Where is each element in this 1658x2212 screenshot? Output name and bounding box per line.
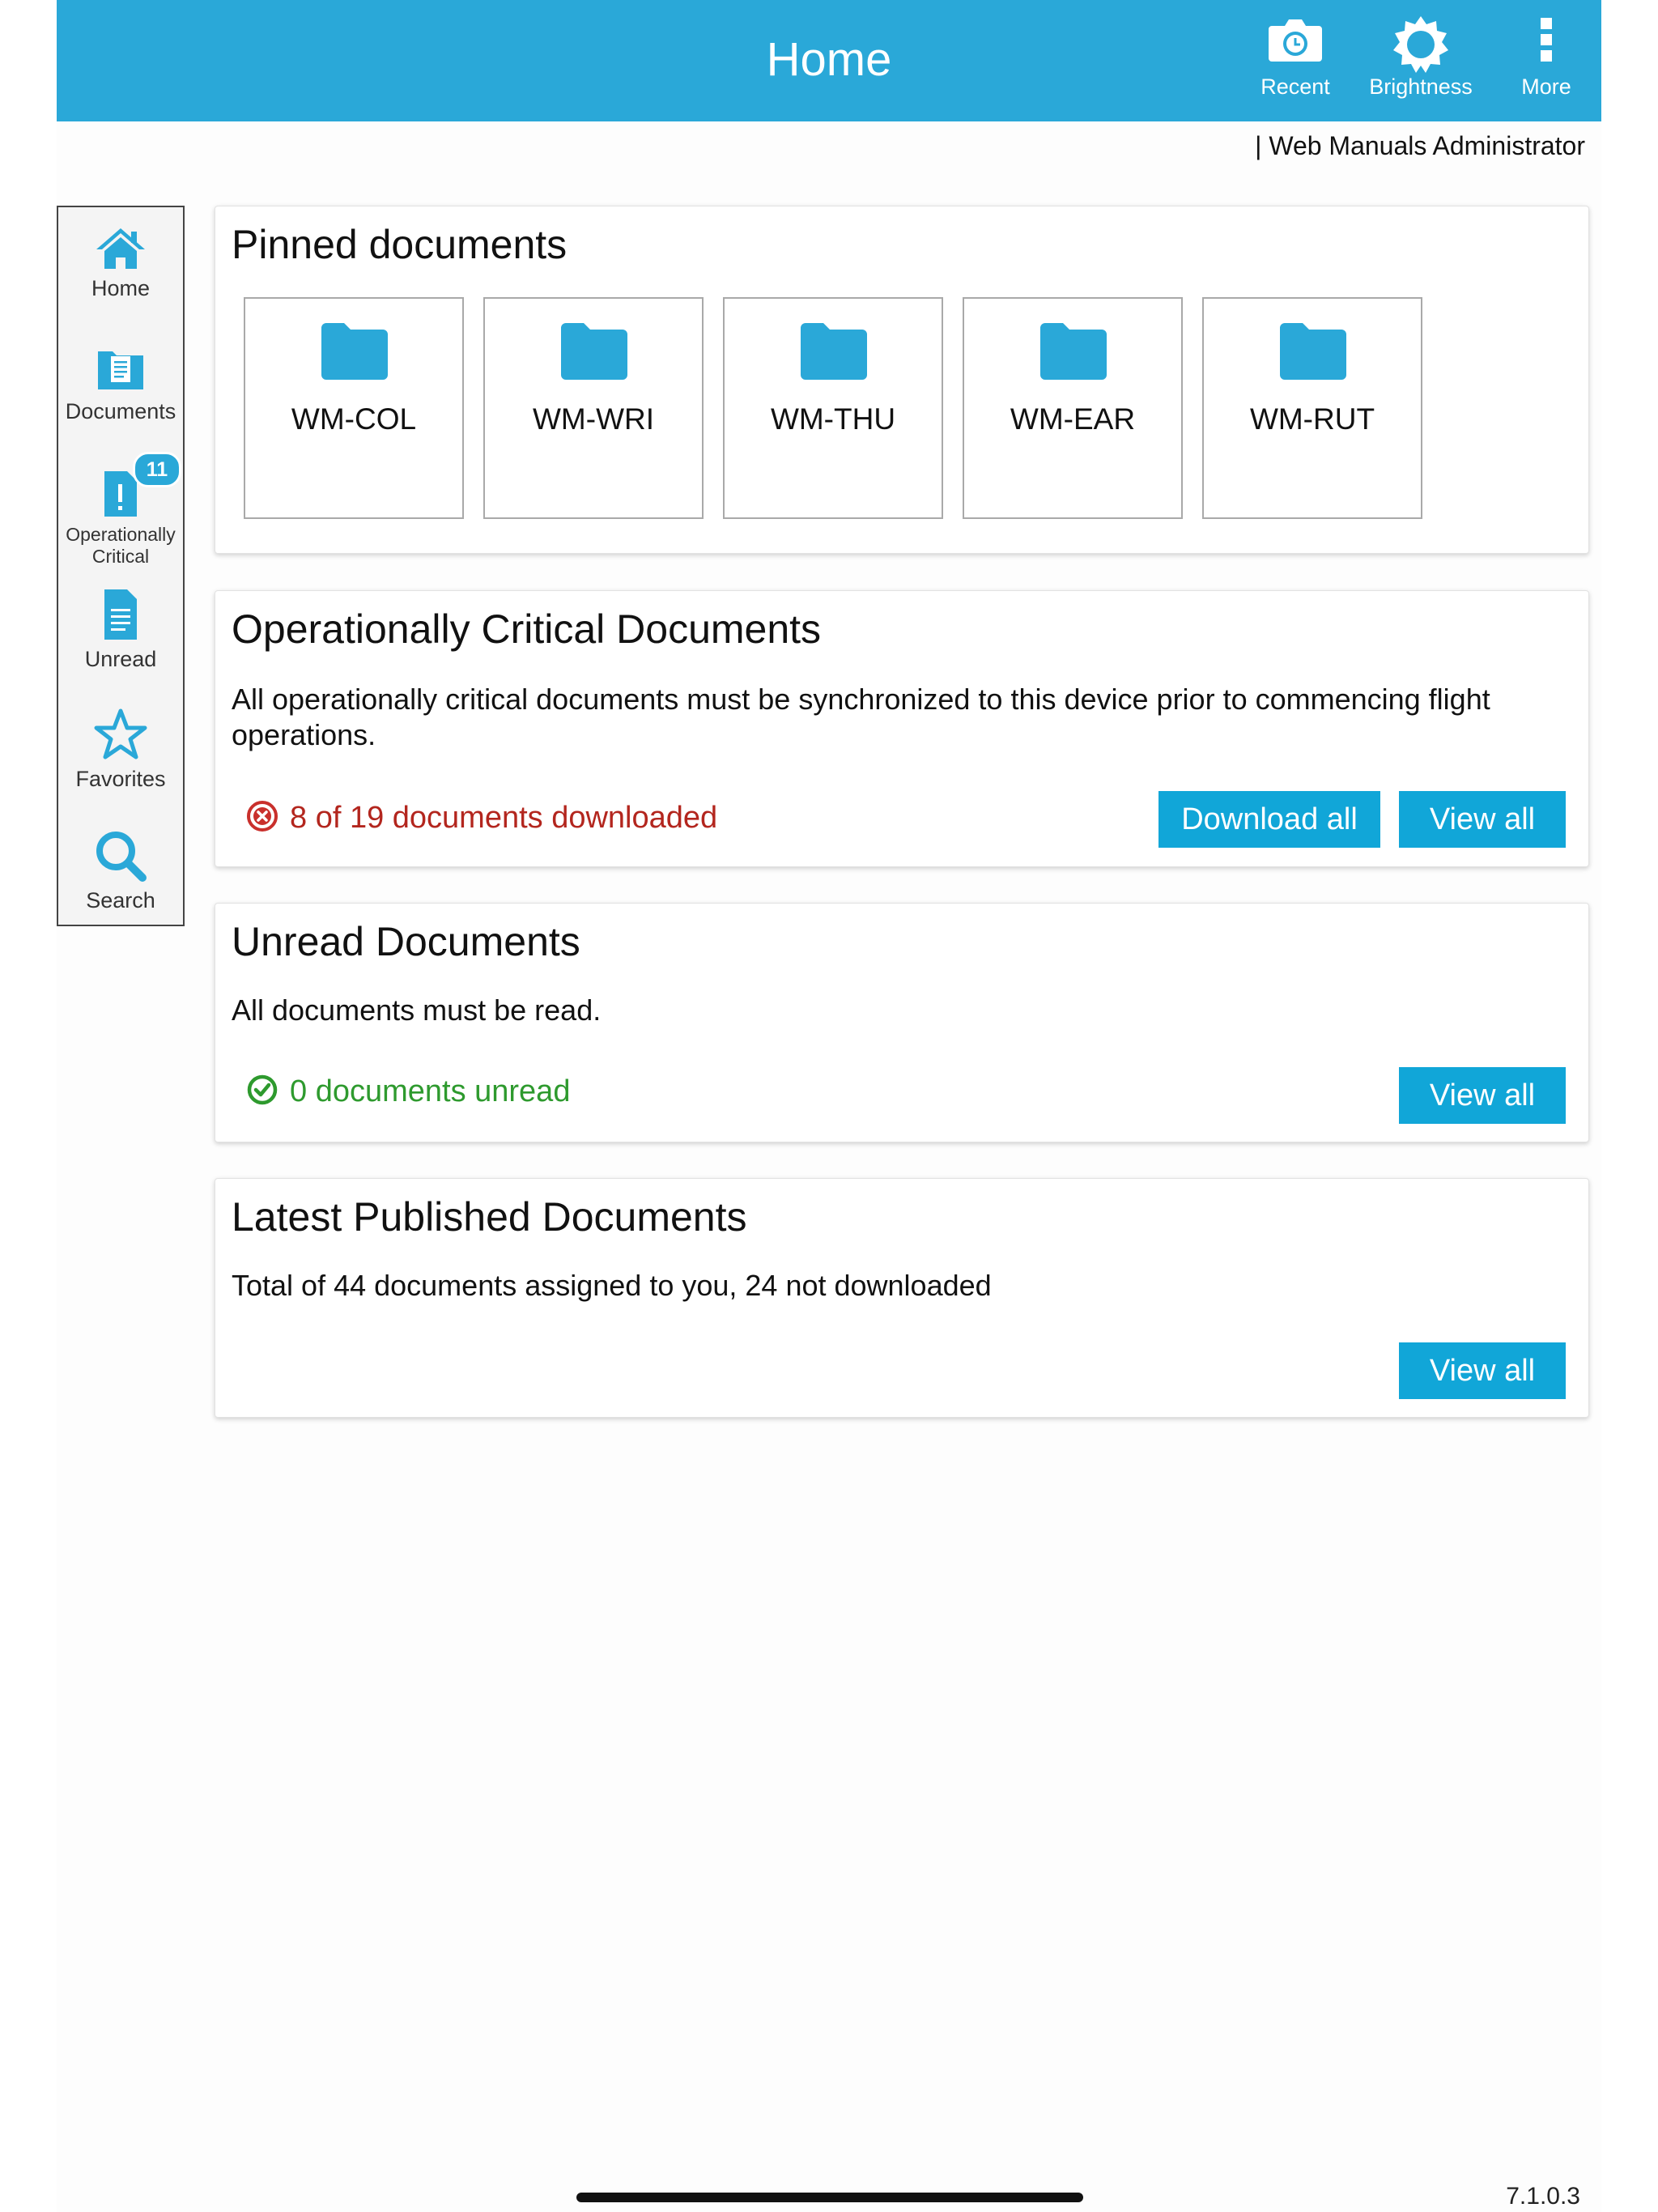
pinned-folder-tile[interactable] bbox=[963, 297, 1183, 519]
documents-icon bbox=[58, 345, 183, 399]
download-all-button[interactable]: Download all bbox=[1158, 791, 1380, 848]
folder-icon bbox=[1039, 321, 1108, 385]
pinned-folder-tile[interactable] bbox=[244, 297, 464, 519]
folder-icon bbox=[1278, 321, 1348, 385]
folder-icon bbox=[559, 321, 629, 385]
brightness-button[interactable] bbox=[1360, 15, 1482, 110]
folder-label: WM-RUT bbox=[1249, 402, 1375, 436]
unread-documents-title: Unread Documents bbox=[232, 919, 580, 964]
top-bar bbox=[57, 0, 1601, 121]
download-status-text: 8 of 19 documents downloaded bbox=[290, 801, 718, 835]
view-all-unread-button[interactable]: View all bbox=[1399, 1067, 1566, 1124]
critical-count-badge: 11 bbox=[133, 452, 181, 487]
search-icon bbox=[58, 829, 183, 888]
folder-icon bbox=[320, 321, 389, 385]
latest-published-title: Latest Published Documents bbox=[232, 1194, 747, 1240]
folder-label: WM-THU bbox=[770, 402, 896, 436]
brightness-icon bbox=[1360, 15, 1482, 71]
pinned-documents-card bbox=[215, 206, 1589, 554]
folder-label: WM-EAR bbox=[1010, 402, 1136, 436]
sidebar-item-label: Favorites bbox=[75, 767, 166, 791]
pinned-folder-tile[interactable] bbox=[1202, 297, 1422, 519]
recent-label: Recent bbox=[1261, 74, 1330, 99]
unread-status bbox=[246, 1074, 570, 1114]
sidebar-item-label: Search bbox=[86, 888, 155, 912]
sidebar-item-favorites[interactable] bbox=[58, 708, 183, 792]
operationally-critical-title: Operationally Critical Documents bbox=[232, 606, 822, 652]
brightness-label: Brightness bbox=[1369, 74, 1473, 99]
pinned-folder-tile[interactable] bbox=[723, 297, 943, 519]
unread-status-text: 0 documents unread bbox=[290, 1074, 571, 1108]
sidebar-item-label: Operationally bbox=[66, 524, 176, 545]
page-title: Home bbox=[766, 33, 892, 86]
operationally-critical-description: All operationally critical documents must be synchronized to this device prior to commencing flight operations. bbox=[232, 683, 1490, 751]
star-icon bbox=[58, 708, 183, 767]
more-label: More bbox=[1521, 74, 1571, 99]
operationally-critical-card bbox=[215, 590, 1589, 867]
unread-documents-description: All documents must be read. bbox=[232, 993, 602, 1027]
sidebar-item-label: Critical bbox=[91, 546, 150, 567]
sidebar-item-label: Documents bbox=[65, 399, 176, 423]
latest-published-description: Total of 44 documents assigned to you, 24 not downloaded bbox=[232, 1269, 992, 1302]
folder-label: WM-COL bbox=[291, 402, 417, 436]
view-all-latest-button[interactable]: View all bbox=[1399, 1342, 1566, 1399]
home-indicator[interactable] bbox=[576, 2193, 1083, 2202]
sidebar bbox=[57, 206, 185, 926]
download-status bbox=[246, 800, 717, 840]
pinned-folder-tile[interactable] bbox=[483, 297, 704, 519]
home-icon bbox=[58, 227, 183, 276]
error-circle-icon bbox=[246, 800, 278, 840]
more-vertical-icon bbox=[1506, 15, 1587, 71]
latest-published-card bbox=[215, 1178, 1589, 1418]
unread-document-icon bbox=[58, 588, 183, 647]
check-circle-icon bbox=[246, 1074, 278, 1114]
camera-clock-icon bbox=[1247, 15, 1344, 71]
app-version: 7.1.0.3 bbox=[1506, 2183, 1580, 2210]
pinned-documents-title: Pinned documents bbox=[232, 222, 568, 267]
unread-documents-card bbox=[215, 903, 1589, 1142]
more-button[interactable] bbox=[1506, 15, 1587, 110]
folder-icon bbox=[799, 321, 869, 385]
sidebar-item-label: Home bbox=[91, 276, 151, 300]
sidebar-item-label: Unread bbox=[84, 647, 157, 671]
sidebar-item-home[interactable] bbox=[58, 227, 183, 301]
recent-button[interactable] bbox=[1247, 15, 1344, 110]
sidebar-item-documents[interactable] bbox=[58, 345, 183, 424]
sidebar-item-search[interactable] bbox=[58, 829, 183, 913]
sidebar-item-operationally-critical[interactable] bbox=[58, 452, 183, 567]
sidebar-item-unread[interactable] bbox=[58, 588, 183, 672]
view-all-critical-button[interactable]: View all bbox=[1399, 791, 1566, 848]
user-name: | Web Manuals Administrator bbox=[1255, 131, 1585, 160]
folder-label: WM-WRI bbox=[533, 402, 654, 436]
